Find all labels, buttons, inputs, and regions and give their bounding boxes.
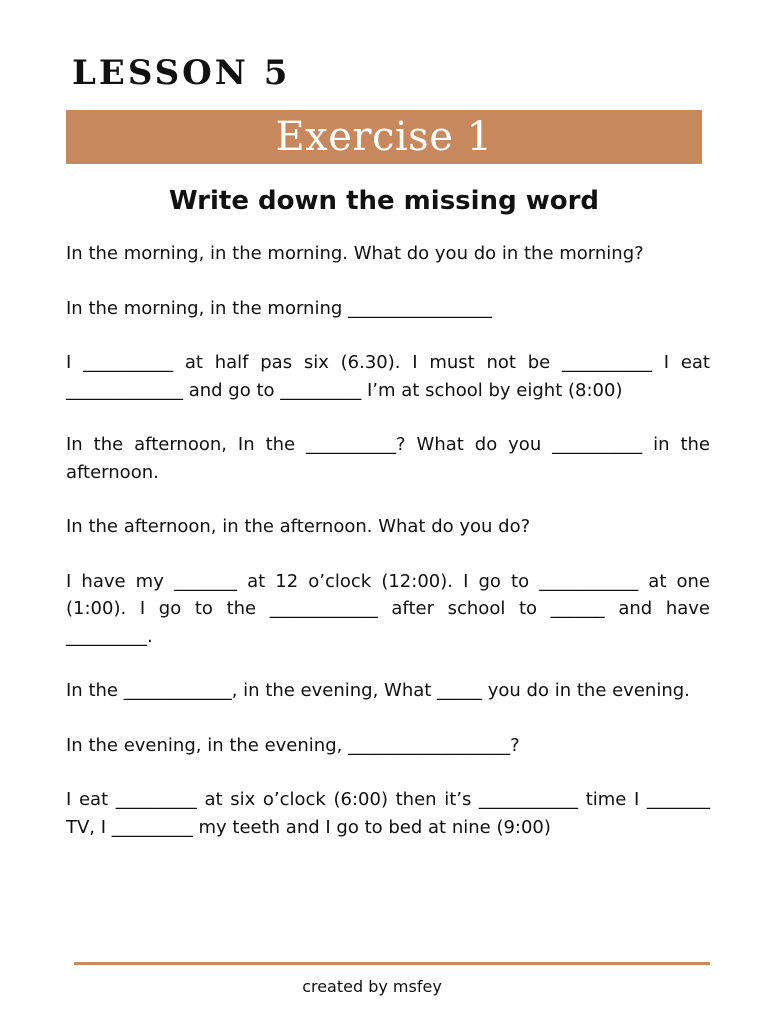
paragraph: In the afternoon, in the afternoon. What do you do? xyxy=(66,516,531,537)
instruction-heading: Write down the missing word xyxy=(168,186,600,216)
exercise-body xyxy=(66,240,710,841)
paragraph: I eat _________ at six o’clock (6:00) then it’s ___________ time I _______ TV, I _________ my teeth and I go to bed at nine (9:00) xyxy=(66,789,710,838)
paragraph: I __________ at half pas six (6.30). I must not be __________ I eat _____________ and go to _________ I’m at school by eight (8:00) xyxy=(66,352,710,401)
footer-credit: created by msfey xyxy=(302,977,442,996)
footer-divider xyxy=(74,962,710,965)
paragraph: In the morning, in the morning ________________ xyxy=(66,297,493,319)
lesson-title: LESSON 5 xyxy=(72,53,291,93)
paragraph: I have my _______ at 12 o’clock (12:00). I go to ___________ at one (1:00). I go to the ____________ after school to ______ and have _________. xyxy=(66,570,710,647)
exercise-banner xyxy=(66,110,702,164)
paragraph: In the ____________, in the evening, What _____ you do in the evening. xyxy=(66,680,690,701)
paragraph: In the afternoon, In the __________? What do you __________ in the afternoon. xyxy=(66,434,710,483)
paragraph: In the morning, in the morning. What do you do in the morning? xyxy=(66,243,644,264)
paragraph: In the evening, in the evening, __________________? xyxy=(66,734,520,756)
exercise-title: Exercise 1 xyxy=(275,114,493,160)
